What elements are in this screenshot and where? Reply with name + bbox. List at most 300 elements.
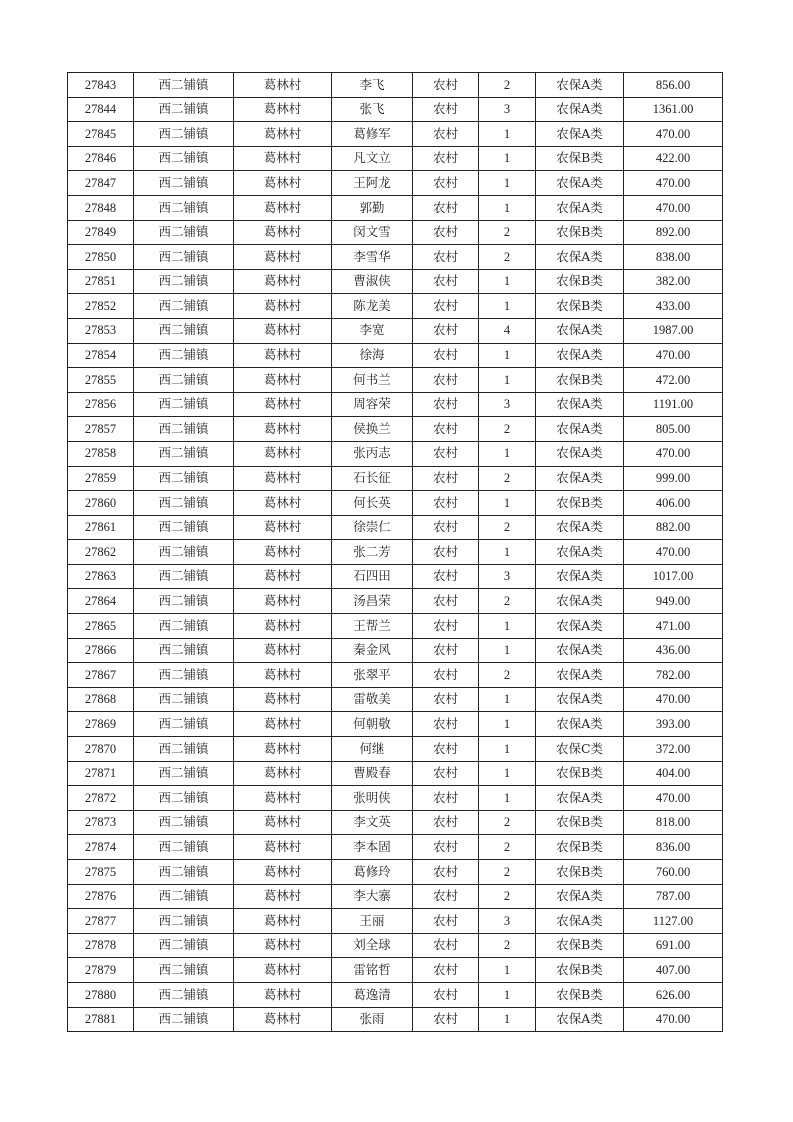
- insurance-category-cell: 农保A类: [536, 97, 624, 122]
- insurance-category-cell: 农保B类: [536, 933, 624, 958]
- household-type-cell: 农村: [413, 614, 479, 639]
- table-row: [68, 933, 723, 958]
- member-count-cell: 1: [479, 171, 536, 196]
- village-cell: 葛林村: [234, 73, 332, 98]
- village-cell: 葛林村: [234, 343, 332, 368]
- town-cell: 西二铺镇: [134, 663, 234, 688]
- household-type-cell: 农村: [413, 589, 479, 614]
- amount-cell: 760.00: [624, 860, 723, 885]
- insurance-category-cell: 农保A类: [536, 884, 624, 909]
- member-count-cell: 1: [479, 761, 536, 786]
- town-cell: 西二铺镇: [134, 417, 234, 442]
- table-row: [68, 663, 723, 688]
- town-cell: 西二铺镇: [134, 958, 234, 983]
- town-cell: 西二铺镇: [134, 146, 234, 171]
- table-row: [68, 97, 723, 122]
- table-row: [68, 589, 723, 614]
- amount-cell: 470.00: [624, 122, 723, 147]
- village-cell: 葛林村: [234, 441, 332, 466]
- amount-cell: 422.00: [624, 146, 723, 171]
- record-id-cell: 27863: [68, 564, 134, 589]
- record-id-cell: 27850: [68, 245, 134, 270]
- record-id-cell: 27865: [68, 614, 134, 639]
- household-type-cell: 农村: [413, 515, 479, 540]
- member-count-cell: 2: [479, 589, 536, 614]
- household-type-cell: 农村: [413, 294, 479, 319]
- record-id-cell: 27853: [68, 318, 134, 343]
- table-row: [68, 417, 723, 442]
- person-name-cell: 曹殿春: [332, 761, 413, 786]
- household-type-cell: 农村: [413, 786, 479, 811]
- person-name-cell: 徐海: [332, 343, 413, 368]
- member-count-cell: 1: [479, 958, 536, 983]
- table-row: [68, 515, 723, 540]
- town-cell: 西二铺镇: [134, 73, 234, 98]
- person-name-cell: 张明侠: [332, 786, 413, 811]
- table-row: [68, 614, 723, 639]
- household-type-cell: 农村: [413, 122, 479, 147]
- person-name-cell: 汤昌荣: [332, 589, 413, 614]
- village-cell: 葛林村: [234, 195, 332, 220]
- village-cell: 葛林村: [234, 171, 332, 196]
- town-cell: 西二铺镇: [134, 368, 234, 393]
- town-cell: 西二铺镇: [134, 195, 234, 220]
- household-type-cell: 农村: [413, 195, 479, 220]
- record-id-cell: 27875: [68, 860, 134, 885]
- insurance-category-cell: 农保A类: [536, 909, 624, 934]
- record-id-cell: 27855: [68, 368, 134, 393]
- town-cell: 西二铺镇: [134, 122, 234, 147]
- person-name-cell: 何长英: [332, 491, 413, 516]
- household-type-cell: 农村: [413, 860, 479, 885]
- member-count-cell: 2: [479, 73, 536, 98]
- household-type-cell: 农村: [413, 663, 479, 688]
- record-id-cell: 27876: [68, 884, 134, 909]
- table-row: [68, 835, 723, 860]
- amount-cell: 470.00: [624, 786, 723, 811]
- person-name-cell: 陈龙美: [332, 294, 413, 319]
- household-type-cell: 农村: [413, 97, 479, 122]
- household-type-cell: 农村: [413, 712, 479, 737]
- table-row: [68, 343, 723, 368]
- insurance-category-cell: 农保B类: [536, 835, 624, 860]
- table-row: [68, 737, 723, 762]
- town-cell: 西二铺镇: [134, 712, 234, 737]
- insurance-category-cell: 农保A类: [536, 786, 624, 811]
- village-cell: 葛林村: [234, 638, 332, 663]
- amount-cell: 999.00: [624, 466, 723, 491]
- insurance-category-cell: 农保A类: [536, 343, 624, 368]
- amount-cell: 471.00: [624, 614, 723, 639]
- member-count-cell: 1: [479, 269, 536, 294]
- member-count-cell: 3: [479, 909, 536, 934]
- insurance-category-cell: 农保A类: [536, 1007, 624, 1032]
- household-type-cell: 农村: [413, 441, 479, 466]
- insurance-category-cell: 农保A类: [536, 564, 624, 589]
- person-name-cell: 王丽: [332, 909, 413, 934]
- amount-cell: 472.00: [624, 368, 723, 393]
- member-count-cell: 1: [479, 712, 536, 737]
- person-name-cell: 石四田: [332, 564, 413, 589]
- member-count-cell: 2: [479, 860, 536, 885]
- table-row: [68, 761, 723, 786]
- household-type-cell: 农村: [413, 564, 479, 589]
- member-count-cell: 1: [479, 1007, 536, 1032]
- table-row: [68, 368, 723, 393]
- insurance-category-cell: 农保A类: [536, 515, 624, 540]
- record-id-cell: 27852: [68, 294, 134, 319]
- household-type-cell: 农村: [413, 392, 479, 417]
- village-cell: 葛林村: [234, 712, 332, 737]
- member-count-cell: 2: [479, 884, 536, 909]
- town-cell: 西二铺镇: [134, 466, 234, 491]
- member-count-cell: 1: [479, 786, 536, 811]
- record-id-cell: 27881: [68, 1007, 134, 1032]
- table-row: [68, 171, 723, 196]
- table-row: [68, 687, 723, 712]
- household-type-cell: 农村: [413, 466, 479, 491]
- village-cell: 葛林村: [234, 663, 332, 688]
- person-name-cell: 郭勤: [332, 195, 413, 220]
- insurance-category-cell: 农保B类: [536, 761, 624, 786]
- household-type-cell: 农村: [413, 933, 479, 958]
- household-type-cell: 农村: [413, 737, 479, 762]
- insurance-category-cell: 农保A类: [536, 466, 624, 491]
- town-cell: 西二铺镇: [134, 884, 234, 909]
- record-id-cell: 27864: [68, 589, 134, 614]
- person-name-cell: 张飞: [332, 97, 413, 122]
- table-row: [68, 269, 723, 294]
- roster-table: [67, 72, 723, 1032]
- insurance-category-cell: 农保A类: [536, 392, 624, 417]
- record-id-cell: 27848: [68, 195, 134, 220]
- village-cell: 葛林村: [234, 982, 332, 1007]
- amount-cell: 372.00: [624, 737, 723, 762]
- village-cell: 葛林村: [234, 564, 332, 589]
- amount-cell: 805.00: [624, 417, 723, 442]
- person-name-cell: 徐崇仁: [332, 515, 413, 540]
- town-cell: 西二铺镇: [134, 97, 234, 122]
- member-count-cell: 1: [479, 122, 536, 147]
- town-cell: 西二铺镇: [134, 638, 234, 663]
- record-id-cell: 27847: [68, 171, 134, 196]
- amount-cell: 787.00: [624, 884, 723, 909]
- record-id-cell: 27845: [68, 122, 134, 147]
- person-name-cell: 李雪华: [332, 245, 413, 270]
- person-name-cell: 葛修玲: [332, 860, 413, 885]
- person-name-cell: 周容荣: [332, 392, 413, 417]
- household-type-cell: 农村: [413, 982, 479, 1007]
- village-cell: 葛林村: [234, 933, 332, 958]
- village-cell: 葛林村: [234, 687, 332, 712]
- table-row: [68, 441, 723, 466]
- household-type-cell: 农村: [413, 220, 479, 245]
- insurance-category-cell: 农保A类: [536, 245, 624, 270]
- record-id-cell: 27868: [68, 687, 134, 712]
- person-name-cell: 葛逸清: [332, 982, 413, 1007]
- village-cell: 葛林村: [234, 294, 332, 319]
- village-cell: 葛林村: [234, 318, 332, 343]
- member-count-cell: 1: [479, 146, 536, 171]
- amount-cell: 626.00: [624, 982, 723, 1007]
- member-count-cell: 1: [479, 368, 536, 393]
- member-count-cell: 4: [479, 318, 536, 343]
- table-row: [68, 122, 723, 147]
- person-name-cell: 何书兰: [332, 368, 413, 393]
- person-name-cell: 张二芳: [332, 540, 413, 565]
- town-cell: 西二铺镇: [134, 220, 234, 245]
- person-name-cell: 石长征: [332, 466, 413, 491]
- insurance-category-cell: 农保B类: [536, 982, 624, 1007]
- table-row: [68, 1007, 723, 1032]
- insurance-category-cell: 农保A类: [536, 589, 624, 614]
- household-type-cell: 农村: [413, 491, 479, 516]
- town-cell: 西二铺镇: [134, 392, 234, 417]
- person-name-cell: 凡文立: [332, 146, 413, 171]
- village-cell: 葛林村: [234, 269, 332, 294]
- insurance-category-cell: 农保B类: [536, 146, 624, 171]
- insurance-category-cell: 农保A类: [536, 712, 624, 737]
- member-count-cell: 3: [479, 97, 536, 122]
- record-id-cell: 27843: [68, 73, 134, 98]
- village-cell: 葛林村: [234, 146, 332, 171]
- member-count-cell: 1: [479, 491, 536, 516]
- record-id-cell: 27877: [68, 909, 134, 934]
- amount-cell: 470.00: [624, 171, 723, 196]
- record-id-cell: 27869: [68, 712, 134, 737]
- amount-cell: 1361.00: [624, 97, 723, 122]
- table-row: [68, 909, 723, 934]
- town-cell: 西二铺镇: [134, 245, 234, 270]
- household-type-cell: 农村: [413, 958, 479, 983]
- village-cell: 葛林村: [234, 884, 332, 909]
- person-name-cell: 张翠平: [332, 663, 413, 688]
- table-row: [68, 73, 723, 98]
- table-row: [68, 392, 723, 417]
- amount-cell: 882.00: [624, 515, 723, 540]
- village-cell: 葛林村: [234, 491, 332, 516]
- amount-cell: 1017.00: [624, 564, 723, 589]
- record-id-cell: 27866: [68, 638, 134, 663]
- insurance-category-cell: 农保A类: [536, 417, 624, 442]
- household-type-cell: 农村: [413, 269, 479, 294]
- person-name-cell: 刘全球: [332, 933, 413, 958]
- insurance-category-cell: 农保B类: [536, 860, 624, 885]
- amount-cell: 470.00: [624, 1007, 723, 1032]
- member-count-cell: 2: [479, 835, 536, 860]
- household-type-cell: 农村: [413, 245, 479, 270]
- table-row: [68, 810, 723, 835]
- town-cell: 西二铺镇: [134, 441, 234, 466]
- town-cell: 西二铺镇: [134, 564, 234, 589]
- town-cell: 西二铺镇: [134, 737, 234, 762]
- insurance-category-cell: 农保B类: [536, 368, 624, 393]
- record-id-cell: 27856: [68, 392, 134, 417]
- village-cell: 葛林村: [234, 761, 332, 786]
- member-count-cell: 3: [479, 392, 536, 417]
- amount-cell: 393.00: [624, 712, 723, 737]
- person-name-cell: 何继: [332, 737, 413, 762]
- household-type-cell: 农村: [413, 687, 479, 712]
- member-count-cell: 1: [479, 540, 536, 565]
- village-cell: 葛林村: [234, 835, 332, 860]
- amount-cell: 691.00: [624, 933, 723, 958]
- record-id-cell: 27851: [68, 269, 134, 294]
- insurance-category-cell: 农保B类: [536, 294, 624, 319]
- town-cell: 西二铺镇: [134, 909, 234, 934]
- roster-body: [68, 73, 723, 1032]
- town-cell: 西二铺镇: [134, 491, 234, 516]
- household-type-cell: 农村: [413, 909, 479, 934]
- insurance-category-cell: 农保A类: [536, 171, 624, 196]
- record-id-cell: 27849: [68, 220, 134, 245]
- household-type-cell: 农村: [413, 835, 479, 860]
- amount-cell: 818.00: [624, 810, 723, 835]
- record-id-cell: 27879: [68, 958, 134, 983]
- town-cell: 西二铺镇: [134, 860, 234, 885]
- record-id-cell: 27858: [68, 441, 134, 466]
- village-cell: 葛林村: [234, 737, 332, 762]
- insurance-category-cell: 农保B类: [536, 958, 624, 983]
- amount-cell: 949.00: [624, 589, 723, 614]
- table-row: [68, 958, 723, 983]
- household-type-cell: 农村: [413, 540, 479, 565]
- village-cell: 葛林村: [234, 860, 332, 885]
- village-cell: 葛林村: [234, 540, 332, 565]
- village-cell: 葛林村: [234, 1007, 332, 1032]
- record-id-cell: 27871: [68, 761, 134, 786]
- table-row: [68, 466, 723, 491]
- record-id-cell: 27859: [68, 466, 134, 491]
- insurance-category-cell: 农保A类: [536, 122, 624, 147]
- insurance-category-cell: 农保A类: [536, 540, 624, 565]
- table-row: [68, 220, 723, 245]
- town-cell: 西二铺镇: [134, 171, 234, 196]
- member-count-cell: 1: [479, 737, 536, 762]
- person-name-cell: 张丙志: [332, 441, 413, 466]
- table-row: [68, 564, 723, 589]
- member-count-cell: 1: [479, 687, 536, 712]
- record-id-cell: 27880: [68, 982, 134, 1007]
- record-id-cell: 27846: [68, 146, 134, 171]
- amount-cell: 436.00: [624, 638, 723, 663]
- table-row: [68, 712, 723, 737]
- person-name-cell: 侯换兰: [332, 417, 413, 442]
- town-cell: 西二铺镇: [134, 835, 234, 860]
- amount-cell: 1987.00: [624, 318, 723, 343]
- amount-cell: 1127.00: [624, 909, 723, 934]
- member-count-cell: 2: [479, 417, 536, 442]
- table-row: [68, 982, 723, 1007]
- village-cell: 葛林村: [234, 368, 332, 393]
- member-count-cell: 2: [479, 220, 536, 245]
- village-cell: 葛林村: [234, 909, 332, 934]
- record-id-cell: 27862: [68, 540, 134, 565]
- table-row: [68, 294, 723, 319]
- member-count-cell: 1: [479, 294, 536, 319]
- member-count-cell: 1: [479, 638, 536, 663]
- insurance-category-cell: 农保C类: [536, 737, 624, 762]
- insurance-category-cell: 农保A类: [536, 687, 624, 712]
- amount-cell: 433.00: [624, 294, 723, 319]
- amount-cell: 406.00: [624, 491, 723, 516]
- town-cell: 西二铺镇: [134, 318, 234, 343]
- town-cell: 西二铺镇: [134, 515, 234, 540]
- person-name-cell: 王阿龙: [332, 171, 413, 196]
- person-name-cell: 曹淑侠: [332, 269, 413, 294]
- person-name-cell: 李宽: [332, 318, 413, 343]
- member-count-cell: 1: [479, 982, 536, 1007]
- person-name-cell: 李大寨: [332, 884, 413, 909]
- person-name-cell: 李文英: [332, 810, 413, 835]
- amount-cell: 470.00: [624, 540, 723, 565]
- town-cell: 西二铺镇: [134, 343, 234, 368]
- member-count-cell: 1: [479, 614, 536, 639]
- village-cell: 葛林村: [234, 220, 332, 245]
- record-id-cell: 27854: [68, 343, 134, 368]
- insurance-category-cell: 农保A类: [536, 195, 624, 220]
- member-count-cell: 2: [479, 663, 536, 688]
- village-cell: 葛林村: [234, 97, 332, 122]
- record-id-cell: 27873: [68, 810, 134, 835]
- table-row: [68, 491, 723, 516]
- table-row: [68, 195, 723, 220]
- insurance-category-cell: 农保A类: [536, 73, 624, 98]
- person-name-cell: 张雨: [332, 1007, 413, 1032]
- insurance-category-cell: 农保A类: [536, 318, 624, 343]
- member-count-cell: 3: [479, 564, 536, 589]
- town-cell: 西二铺镇: [134, 614, 234, 639]
- town-cell: 西二铺镇: [134, 294, 234, 319]
- household-type-cell: 农村: [413, 368, 479, 393]
- village-cell: 葛林村: [234, 466, 332, 491]
- table-row: [68, 638, 723, 663]
- member-count-cell: 2: [479, 933, 536, 958]
- town-cell: 西二铺镇: [134, 1007, 234, 1032]
- person-name-cell: 李本固: [332, 835, 413, 860]
- amount-cell: 838.00: [624, 245, 723, 270]
- household-type-cell: 农村: [413, 810, 479, 835]
- member-count-cell: 1: [479, 343, 536, 368]
- person-name-cell: 闵文雪: [332, 220, 413, 245]
- household-type-cell: 农村: [413, 638, 479, 663]
- town-cell: 西二铺镇: [134, 933, 234, 958]
- town-cell: 西二铺镇: [134, 589, 234, 614]
- village-cell: 葛林村: [234, 392, 332, 417]
- amount-cell: 470.00: [624, 441, 723, 466]
- town-cell: 西二铺镇: [134, 540, 234, 565]
- person-name-cell: 李飞: [332, 73, 413, 98]
- member-count-cell: 1: [479, 195, 536, 220]
- amount-cell: 470.00: [624, 687, 723, 712]
- village-cell: 葛林村: [234, 589, 332, 614]
- amount-cell: 470.00: [624, 343, 723, 368]
- record-id-cell: 27844: [68, 97, 134, 122]
- table-row: [68, 245, 723, 270]
- household-type-cell: 农村: [413, 884, 479, 909]
- table-row: [68, 540, 723, 565]
- village-cell: 葛林村: [234, 122, 332, 147]
- household-type-cell: 农村: [413, 146, 479, 171]
- village-cell: 葛林村: [234, 810, 332, 835]
- record-id-cell: 27874: [68, 835, 134, 860]
- town-cell: 西二铺镇: [134, 810, 234, 835]
- insurance-category-cell: 农保A类: [536, 441, 624, 466]
- table-row: [68, 860, 723, 885]
- person-name-cell: 何朝敬: [332, 712, 413, 737]
- village-cell: 葛林村: [234, 958, 332, 983]
- insurance-category-cell: 农保B类: [536, 269, 624, 294]
